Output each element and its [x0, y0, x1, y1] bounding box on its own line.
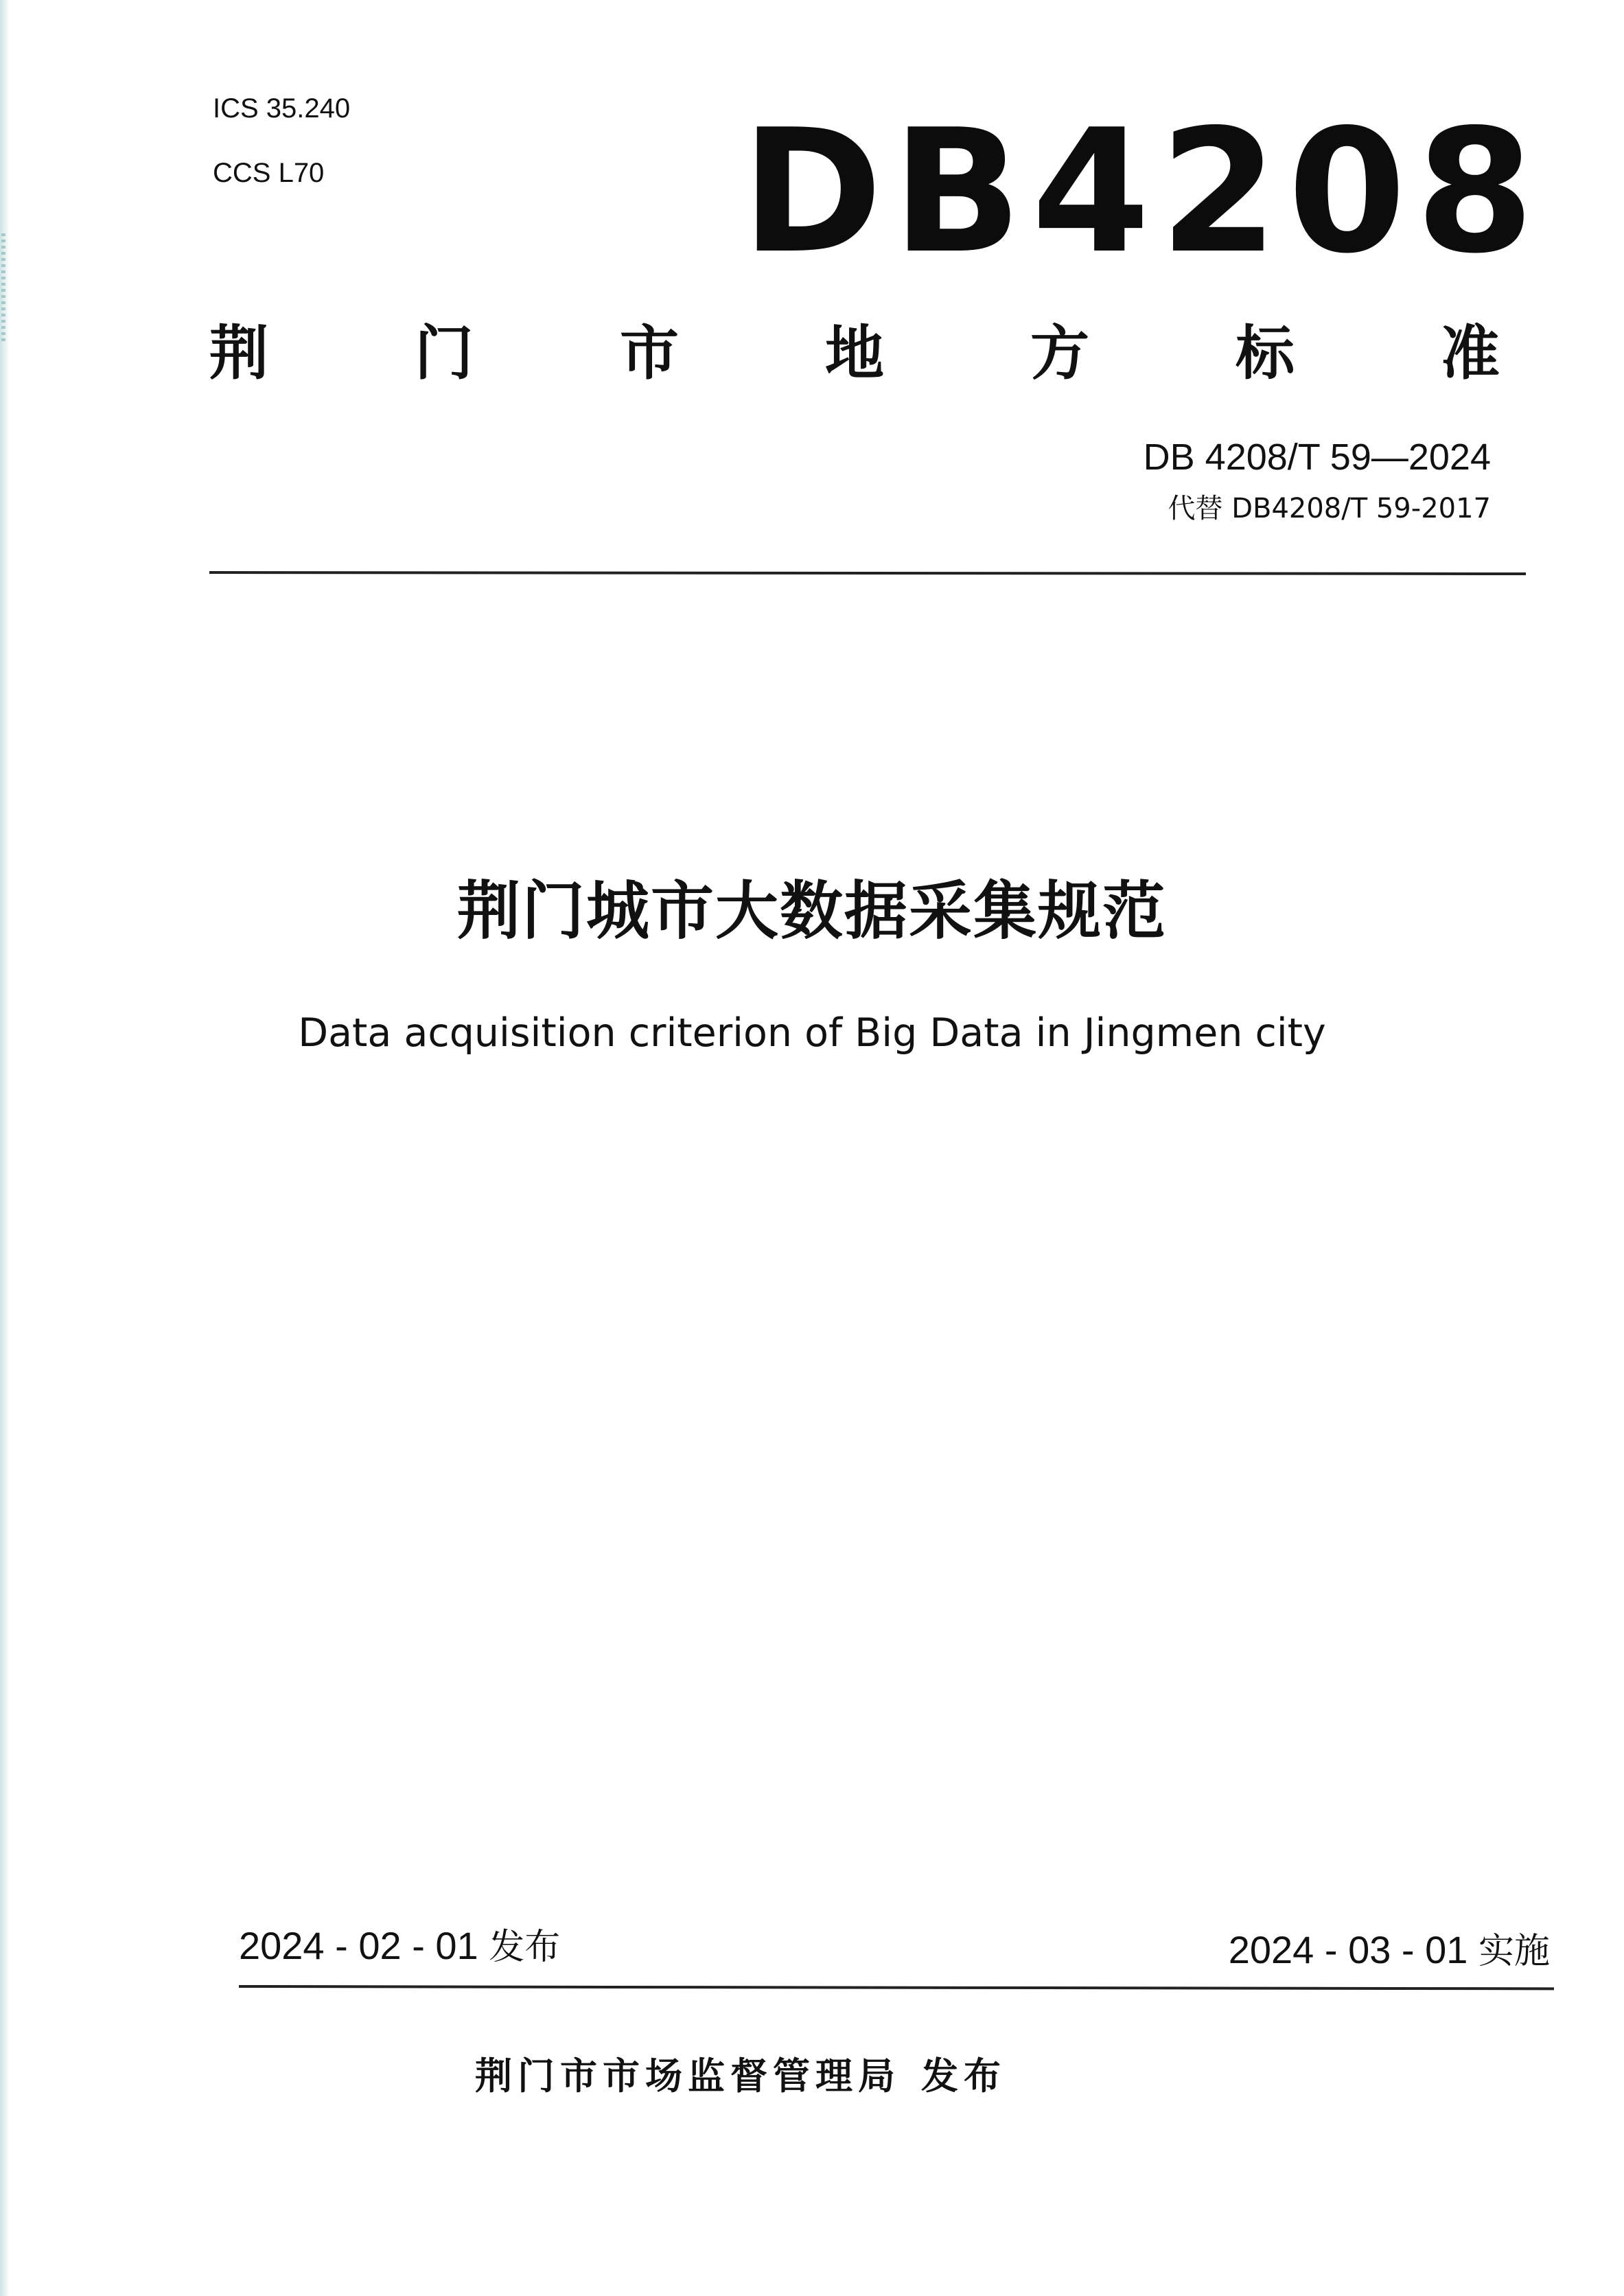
standard-code-logo: DB4208 — [741, 93, 1544, 291]
scan-edge — [0, 0, 10, 2296]
replaces-standard: 代替 DB4208/T 59-2017 — [1168, 493, 1491, 524]
standard-type-char: 标 — [1236, 319, 1295, 388]
document-title-english: Data acquisition criterion of Big Data in Jingmen city — [298, 1010, 1326, 1056]
standard-type-char: 荆 — [209, 319, 268, 388]
ics-code: ICS 35.240 — [213, 93, 351, 124]
standard-type-char: 门 — [415, 319, 474, 388]
standard-type-char: 市 — [620, 319, 679, 388]
effective-date-label: 实施 — [1478, 1931, 1550, 1972]
header-divider — [209, 571, 1526, 575]
issue-date-value: 2024 - 02 - 01 — [239, 1924, 478, 1967]
issue-date-label: 发布 — [489, 1927, 561, 1968]
standard-type-title — [209, 316, 1500, 391]
issuer-name: 荆门市市场监督管理局 — [475, 2054, 901, 2098]
standard-type-char: 方 — [1030, 319, 1089, 388]
standard-type-char: 准 — [1441, 319, 1500, 388]
standard-type-char: 地 — [825, 319, 884, 388]
footer-divider — [239, 1985, 1554, 1990]
issuer-action: 发布 — [921, 2054, 1006, 2098]
issuing-authority — [475, 2052, 1006, 2100]
effective-date-value: 2024 - 03 - 01 — [1228, 1928, 1468, 1971]
standard-number: DB 4208/T 59—2024 — [1143, 437, 1491, 478]
document-title-chinese: 荆门城市大数据采集规范 — [456, 874, 1167, 948]
effective-date — [1229, 1926, 1550, 1975]
scan-edge-marks — [1, 233, 5, 343]
ccs-code: CCS L70 — [213, 158, 325, 188]
issue-date — [239, 1922, 560, 1971]
